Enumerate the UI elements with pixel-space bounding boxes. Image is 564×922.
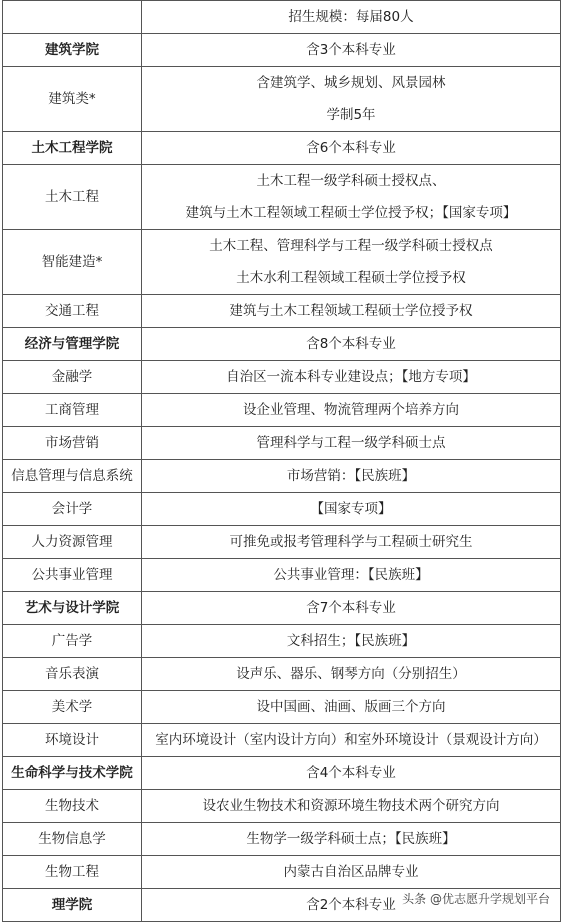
description-line: 市场营销：【民族班】: [286, 468, 416, 484]
description-cell: [142, 625, 561, 658]
description-cell: [142, 691, 561, 724]
table-row: [3, 165, 561, 230]
table-row: [3, 394, 561, 427]
description-cell: [142, 724, 561, 757]
major-name-cell: 建筑类*: [3, 67, 142, 132]
description-line: 设企业管理、物流管理两个培养方向: [243, 402, 459, 418]
major-name-cell: 智能建造*: [3, 230, 142, 295]
description-line: 可推免或报考管理科学与工程硕士研究生: [229, 534, 473, 550]
description-line: 含4个本科专业: [306, 765, 396, 781]
college-row: [3, 34, 561, 67]
table-row: [3, 526, 561, 559]
table-row: [3, 67, 561, 132]
college-name-cell: 艺术与设计学院: [3, 592, 142, 625]
major-name-cell: 工商管理: [3, 394, 142, 427]
description-line: 设中国画、油画、版画三个方向: [256, 699, 446, 715]
description-line: 土木工程、管理科学与工程一级学科硕士授权点: [209, 238, 493, 254]
majors-table-body: [3, 1, 561, 922]
description-line: 含8个本科专业: [306, 336, 396, 352]
description-line: 管理科学与工程一级学科硕士点: [256, 435, 446, 451]
description-line: 内蒙古自治区品牌专业: [283, 864, 419, 880]
major-name-cell: 生物工程: [3, 856, 142, 889]
description-line: 建筑与土木工程领域工程硕士学位授予权；【国家专项】: [185, 205, 517, 221]
major-name-cell: 土木工程: [3, 165, 142, 230]
table-row: [3, 625, 561, 658]
description-line: 建筑与土木工程领域工程硕士学位授予权: [229, 303, 473, 319]
description-cell: [142, 165, 561, 230]
description-line: 学制5年: [326, 107, 376, 123]
table-row: [3, 856, 561, 889]
table-row: [3, 823, 561, 856]
description-line: 公共事业管理：【民族班】: [273, 567, 429, 583]
description-cell: [142, 361, 561, 394]
table-row: [3, 559, 561, 592]
description-cell: [142, 559, 561, 592]
description-cell: [142, 856, 561, 889]
major-name-cell: 美术学: [3, 691, 142, 724]
description-cell: [142, 67, 561, 132]
table-row: [3, 427, 561, 460]
description-line: 含2个本科专业: [306, 897, 396, 913]
description-cell: [142, 757, 561, 790]
college-row: [3, 132, 561, 165]
description-line: 文科招生；【民族班】: [286, 633, 416, 649]
description-line: 含3个本科专业: [306, 42, 396, 58]
description-cell: [142, 132, 561, 165]
watermark: 头条 @优志愿升学规划平台: [402, 892, 550, 906]
major-name-cell: 人力资源管理: [3, 526, 142, 559]
description-cell: [142, 526, 561, 559]
table-row: [3, 295, 561, 328]
table-row: [3, 460, 561, 493]
description-line: 含7个本科专业: [306, 600, 396, 616]
college-name-cell: 经济与管理学院: [3, 328, 142, 361]
description-line: 自治区一流本科专业建设点；【地方专项】: [226, 369, 476, 385]
description-line: 招生规模：每届80人: [288, 9, 414, 25]
description-line: 土木工程一级学科硕士授权点、: [256, 173, 446, 189]
table-row: [3, 230, 561, 295]
college-row: [3, 757, 561, 790]
table-row: [3, 691, 561, 724]
description-line: 【国家专项】: [310, 501, 392, 517]
description-cell: [142, 328, 561, 361]
major-name-cell: 会计学: [3, 493, 142, 526]
college-row: [3, 328, 561, 361]
college-name-cell: 生命科学与技术学院: [3, 757, 142, 790]
major-name-cell: 音乐表演: [3, 658, 142, 691]
major-name-cell: 公共事业管理: [3, 559, 142, 592]
description-cell: [142, 1, 561, 34]
college-name-cell: 建筑学院: [3, 34, 142, 67]
major-name-cell: 信息管理与信息系统: [3, 460, 142, 493]
major-name-cell: 金融学: [3, 361, 142, 394]
description-line: 含建筑学、城乡规划、风景园林: [256, 75, 446, 91]
description-line: 设声乐、器乐、钢琴方向（分别招生）: [236, 666, 466, 682]
description-line: 室内环境设计（室内设计方向）和室外环境设计（景观设计方向）: [155, 732, 547, 748]
table-row: [3, 724, 561, 757]
description-cell: [142, 790, 561, 823]
table-row: [3, 361, 561, 394]
description-line: 设农业生物技术和资源环境生物技术两个研究方向: [202, 798, 500, 814]
college-name-cell: 土木工程学院: [3, 132, 142, 165]
description-cell: [142, 34, 561, 67]
major-name-cell: 生物技术: [3, 790, 142, 823]
table-row: [3, 658, 561, 691]
table-row: [3, 790, 561, 823]
description-cell: [142, 427, 561, 460]
description-line: 生物学一级学科硕士点；【民族班】: [246, 831, 456, 847]
description-cell: [142, 295, 561, 328]
description-cell: [142, 394, 561, 427]
major-name-cell: [3, 1, 142, 34]
description-cell: [142, 493, 561, 526]
major-name-cell: 广告学: [3, 625, 142, 658]
major-name-cell: 生物信息学: [3, 823, 142, 856]
description-cell: [142, 823, 561, 856]
description-cell: [142, 592, 561, 625]
description-cell: [142, 460, 561, 493]
description-line: 土木水利工程领域工程硕士学位授予权: [236, 270, 466, 286]
major-name-cell: 市场营销: [3, 427, 142, 460]
description-cell: [142, 230, 561, 295]
description-line: 含6个本科专业: [306, 140, 396, 156]
major-name-cell: 环境设计: [3, 724, 142, 757]
college-name-cell: 理学院: [3, 889, 142, 922]
table-row: [3, 493, 561, 526]
table-row: [3, 1, 561, 34]
majors-table: [2, 0, 561, 922]
description-cell: [142, 658, 561, 691]
college-row: [3, 592, 561, 625]
major-name-cell: 交通工程: [3, 295, 142, 328]
